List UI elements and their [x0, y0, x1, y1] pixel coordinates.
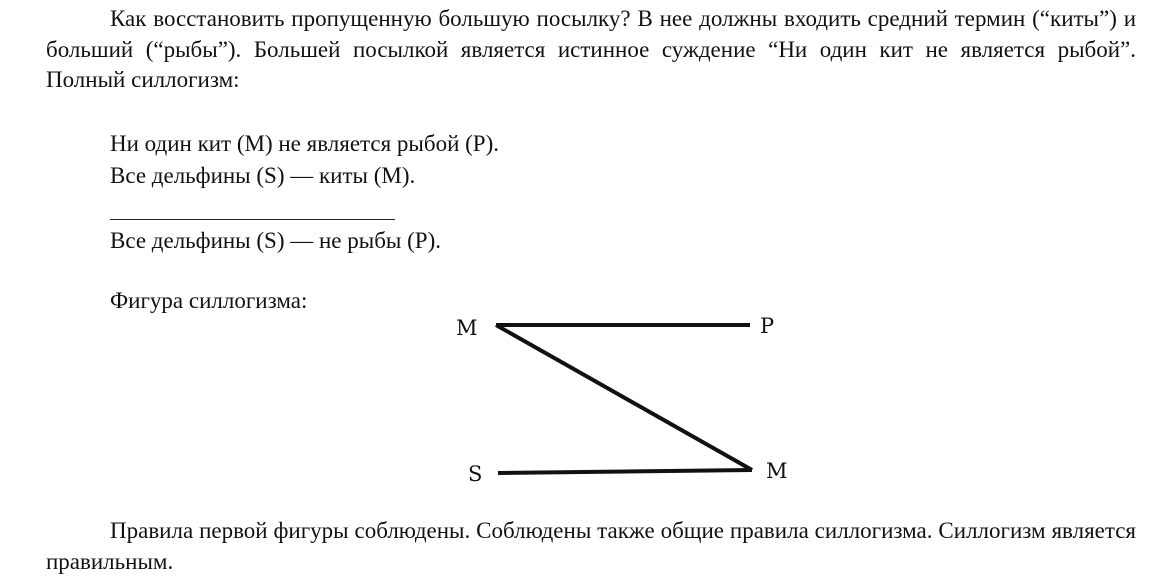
closing-paragraph: Правила первой фигуры соблюдены. Соблюдены также общие правила силлогизма. Силлогизм является правильным.: [46, 518, 1136, 574]
syllogism-figure-diagram: [440, 300, 820, 500]
middle-term-link-line: [496, 325, 752, 470]
minor-premise: Все дельфины (S) — киты (М).: [110, 163, 416, 188]
figure-label: Фигура силлогизма:: [110, 288, 308, 313]
major-premise: Ни один кит (М) не является рыбой (Р).: [110, 131, 499, 156]
term-m-top: М: [456, 316, 478, 340]
minor-premise-line: [498, 470, 752, 473]
conclusion-divider: [110, 219, 395, 220]
term-m-bottom: М: [766, 459, 788, 483]
syllogism-conclusion: Все дельфины (S) — не рыбы (Р).: [110, 228, 441, 253]
intro-paragraph: Как восстановить пропущенную большую посылку? В нее должны входить средний термин (“киты”) и больший (“рыбы”). Большей посылкой является истинное суждение “Ни один кит не является рыбой”. Полный силлогизм:: [46, 6, 1136, 92]
term-p: Р: [760, 314, 775, 338]
term-s: S: [468, 462, 483, 486]
